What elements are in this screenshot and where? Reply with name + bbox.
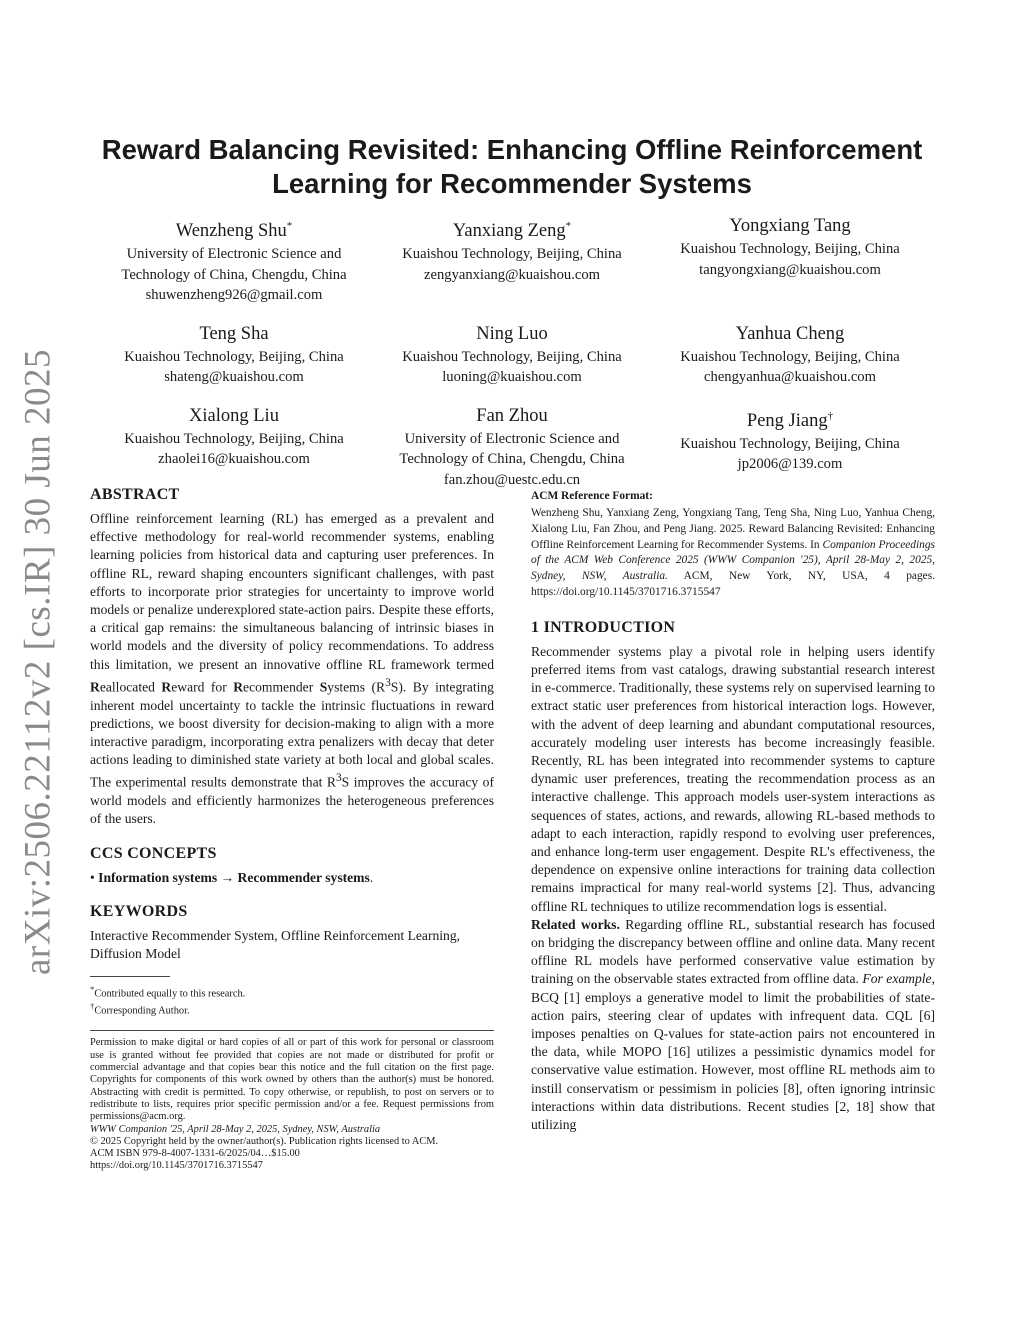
introduction-paragraph: Recommender systems play a pivotal role in helping users identify preferred items from vast catalogs, drawing substantial research interest in e-commerce. Traditionally, these systems rely on supervised learning to extract static user preferences from historical interaction logs. However, with the advent of deep learning and abundant computational resources, accurately modeling user interests has become increasingly feasible. Recently, RL has been integrated into recommender systems to capture dynamic user preferences, treating the recommendation process as an interactive challenge. This approach models user-system interactions as sequences of states, actions, and rewards, allowing RL-based methods to adapt to each interaction, rapidly respond to evolving user preferences, and enhance long-term user engagement. Despite RL's effectiveness, the dependence on expensive online interactions for training data collection remains impractical for many real-world systems [2]. Thus, advancing offline RL techniques to utilize recommendation logs is essential.	[531, 643, 935, 914]
author-row-3	[96, 404, 928, 491]
footnote-text: Corresponding Author.	[94, 1005, 190, 1017]
arrow-right-icon: →	[220, 869, 235, 885]
author-card	[96, 404, 372, 491]
author-name: Fan Zhou	[476, 405, 548, 426]
footnote-mark: †	[90, 1001, 95, 1012]
acronym-superscript: 3	[385, 676, 391, 689]
acronym-word: eallocated	[99, 679, 155, 695]
acronym-word: ecommender	[243, 679, 320, 695]
copyright-line: © 2025 Copyright held by the owner/author(s). Publication rights licensed to ACM.	[90, 1135, 439, 1147]
author-affiliation: University of Electronic Science and	[126, 246, 342, 263]
author-name: Yanhua Cheng	[735, 323, 845, 344]
author-email: zengyanxiang@kuaishou.com	[424, 266, 600, 283]
author-email: shuwenzheng926@gmail.com	[145, 287, 323, 304]
related-works-label: Related works.	[531, 916, 620, 932]
footnote-divider	[90, 976, 170, 977]
author-card	[374, 214, 650, 306]
footnote	[90, 1000, 494, 1018]
introduction-heading: 1 INTRODUCTION	[531, 618, 676, 636]
acm-reference-venue: Companion Proceedings of the ACM Web Conference 2025 (WWW Companion '25), April 28-May 2, 2025, Sydney, NSW, Australia.	[531, 538, 935, 583]
author-email: luoning@kuaishou.com	[442, 369, 582, 386]
author-card	[652, 214, 928, 306]
permission-venue: WWW Companion '25, April 28-May 2, 2025, Sydney, NSW, Australia	[90, 1123, 381, 1135]
related-works-part: Regarding offline RL, substantial research has focused on bridging the discrepancy between offline and online data. Many recent offline RL models have performed conservative value estimation by training on the observable states extracted from offline data.	[531, 916, 935, 987]
author-affiliation: Technology of China, Chengdu, China	[121, 266, 347, 283]
ccs-concept	[90, 869, 494, 887]
permission-block	[90, 1030, 494, 1172]
author-email: chengyanhua@kuaishou.com	[704, 369, 876, 386]
author-card	[374, 322, 650, 388]
abstract-text	[90, 510, 494, 829]
footnote-text: Contributed equally to this research.	[94, 987, 246, 999]
author-email: jp2006@139.com	[737, 456, 843, 473]
author-block	[96, 214, 928, 506]
equal-contribution-mark: *	[286, 220, 293, 232]
author-card	[96, 322, 372, 388]
related-works-paragraph	[531, 916, 935, 1134]
title-line-1: Reward Balancing Revisited: Enhancing Offline Reinforcement	[101, 134, 923, 165]
author-affiliation: Technology of China, Chengdu, China	[399, 451, 625, 468]
ccs-subcategory: Recommender systems	[237, 869, 370, 885]
arxiv-identifier-text: arXiv:2506.22112v2 [cs.IR] 30 Jun 2025	[17, 348, 59, 976]
acm-reference-text	[531, 506, 935, 601]
author-affiliation: Kuaishou Technology, Beijing, China	[680, 435, 900, 452]
acronym-word: eward for	[171, 679, 234, 695]
footnote-mark: *	[90, 983, 95, 994]
author-email: fan.zhou@uestc.edu.cn	[443, 471, 581, 488]
footnote	[90, 983, 494, 1001]
acm-reference-label: ACM Reference Format:	[531, 490, 653, 502]
abstract-part-3: S improves the accuracy of world models and efficiently harmonizes the heterogeneous preferences of the users.	[90, 774, 495, 827]
keywords-heading: KEYWORDS	[90, 902, 188, 920]
acronym-superscript: 3	[335, 772, 342, 785]
author-name: Yanxiang Zeng	[452, 221, 566, 242]
author-affiliation: Kuaishou Technology, Beijing, China	[124, 430, 344, 447]
bullet-icon: •	[90, 869, 95, 885]
author-name: Xialong Liu	[189, 405, 279, 426]
author-name: Peng Jiang	[746, 410, 828, 431]
ccs-heading: CCS CONCEPTS	[90, 844, 217, 862]
author-card	[652, 404, 928, 491]
author-email: tangyongxiang@kuaishou.com	[699, 261, 881, 278]
related-works-emphasis: For example,	[862, 971, 935, 987]
author-affiliation: Kuaishou Technology, Beijing, China	[402, 246, 622, 263]
author-email: shateng@kuaishou.com	[164, 369, 304, 386]
abstract-part-1: Offline reinforcement learning (RL) has emerged as a prevalent and effective methodology for real-world recommender systems, enabling learning policies from historical data and capturing user preferences. In offline RL, reward shaping encounters significant challenges, with past efforts to incorporate prior strategies for uncertainty to improve world models or penalize underexplored state-action pairs. Despite these efforts, a critical gap remains: the simultaneous balancing of intrinsic biases in world models and the diversity of policy recommendations. To address this limitation, we present an innovative offline RL framework termed	[90, 511, 494, 672]
acm-reference-part: ACM, New York, NY, USA, 4 pages. https://doi.org/10.1145/3701716.3715547	[531, 570, 936, 598]
acronym-letter: S	[319, 679, 328, 695]
left-column	[90, 486, 494, 1173]
abstract-heading: ABSTRACT	[90, 486, 180, 503]
author-affiliation: Kuaishou Technology, Beijing, China	[680, 241, 900, 257]
acronym-letter: R	[161, 679, 172, 695]
author-name: Wenzheng Shu	[175, 221, 287, 242]
author-name: Teng Sha	[199, 323, 269, 344]
acronym-letter: R	[233, 679, 244, 695]
author-card	[96, 214, 372, 306]
author-affiliation: Kuaishou Technology, Beijing, China	[402, 348, 622, 365]
equal-contribution-mark: *	[565, 220, 572, 232]
paper-title	[90, 133, 934, 201]
acronym-letter: R	[90, 679, 100, 695]
doi-link[interactable]: https://doi.org/10.1145/3701716.3715547	[90, 1160, 263, 1172]
right-column	[531, 490, 935, 1134]
author-email: zhaolei16@kuaishou.com	[158, 451, 310, 468]
corresponding-author-mark: †	[827, 409, 834, 422]
related-works-part: BCQ [1] employs a generative model to limit the probabilities of state-action pairs, steering clear of updates with infrequent data. CQL [6] imposes penalties on Q-values for state-action pairs not encountered in the data, while MOPO [16] utilizes a pessimistic dynamics model for conservative value estimation. However, most offline RL methods aim to instill conservatism or pessimism in policies [8], often ignoring intrinsic interactions within data distributions. Recent studies [2, 18] show that utilizing	[531, 989, 935, 1133]
acm-reference-part: Wenzheng Shu, Yanxiang Zeng, Yongxiang Tang, Teng Sha, Ning Luo, Yanhua Cheng, Xialong Liu, Fan Zhou, and Peng Jiang. 2025. Reward Balancing Revisited: Enhancing Offline Reinforcement Learning for Recommender Systems. In	[531, 507, 935, 551]
title-line-2: Learning for Recommender Systems	[272, 168, 752, 199]
isbn-line: ACM ISBN 979-8-4007-1331-6/2025/04…$15.00	[90, 1148, 300, 1160]
author-card	[374, 404, 650, 491]
author-card	[652, 322, 928, 388]
ccs-category: Information systems	[98, 869, 218, 885]
author-affiliation: Kuaishou Technology, Beijing, China	[124, 348, 344, 365]
author-row-1	[96, 214, 928, 306]
author-row-2	[96, 322, 928, 388]
acronym-word: ystems (R	[327, 679, 386, 695]
author-name: Ning Luo	[476, 323, 548, 344]
author-affiliation: Kuaishou Technology, Beijing, China	[680, 348, 900, 365]
author-name: Yongxiang Tang	[729, 216, 851, 236]
abstract-part-2: By integrating inherent model uncertainty to tackle the intrinsic fluctuations in reward predictions, we boost diversity for decision-making to align with a more interactive paradigm, incorporating extra penalizers with decay that deter actions leading to diminished state variety at both local and global scales. The experimental results demonstrate that R	[90, 679, 494, 790]
ccs-period: .	[369, 869, 374, 885]
permission-text: Permission to make digital or hard copies of all or part of this work for personal or classroom use is granted without fee provided that copies are not made or distributed for profit or commercial advantage and that copies bear this notice and the full citation on the first page. Copyrights for components of this work owned by others than the author(s) must be honored. Abstracting with credit is permitted. To copy otherwise, or republish, to post on servers or to redistribute to lists, requires prior specific permission and/or a fee. Request permissions from permissions@acm.org.	[90, 1037, 494, 1123]
author-affiliation: University of Electronic Science and	[404, 430, 620, 447]
keywords-text: Interactive Recommender System, Offline Reinforcement Learning, Diffusion Model	[90, 927, 461, 962]
acronym-word: S).	[390, 679, 407, 695]
